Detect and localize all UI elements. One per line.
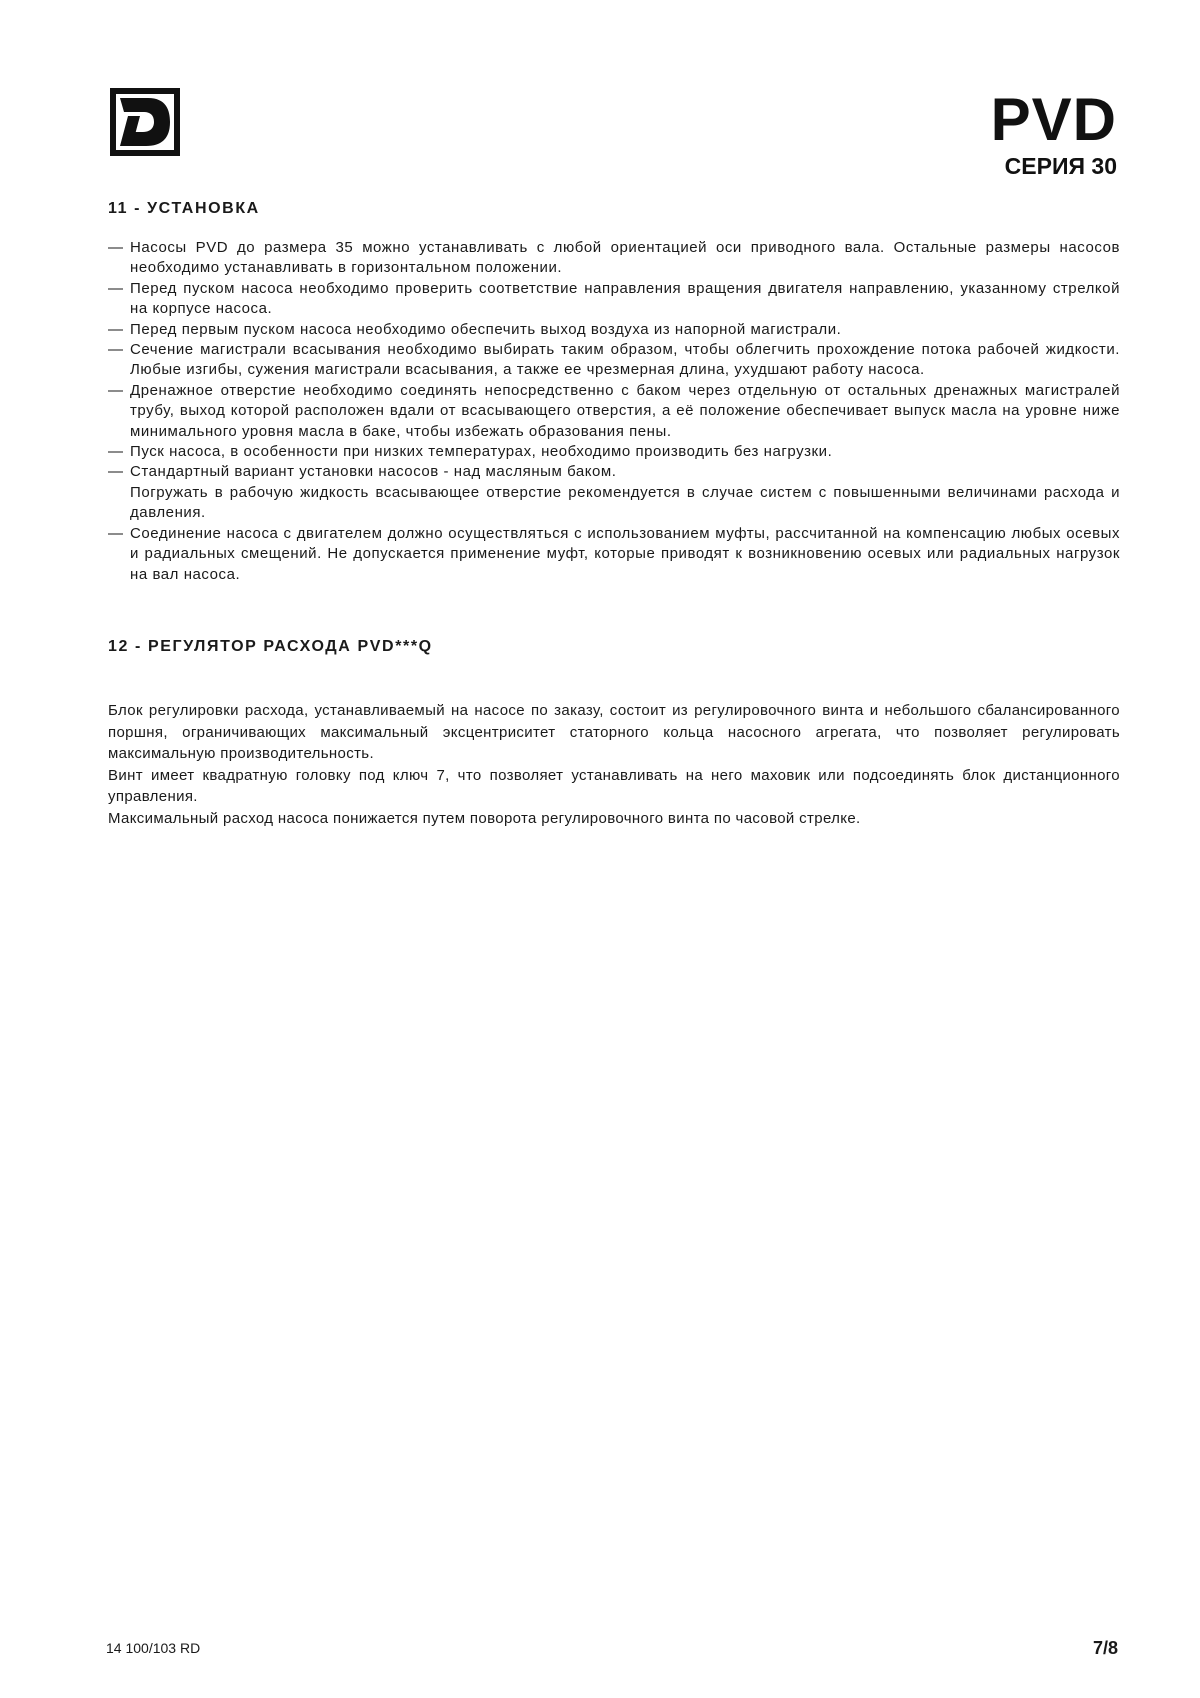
section-heading: 12 - РЕГУЛЯТОР РАСХОДА PVD***Q bbox=[108, 638, 433, 655]
document-code: 14 100/103 RD bbox=[106, 1640, 201, 1656]
list-item: — Перед первым пуском насоса необходимо обеспечить выход воздуха из напорной магистрали. bbox=[108, 320, 842, 338]
page-number: 7/8 bbox=[1092, 1638, 1118, 1658]
series-name: СЕРИЯ 30 bbox=[1004, 153, 1117, 179]
paragraph: Максимальный расход насоса понижается путем поворота регулировочного винта по часовой стрелке. bbox=[108, 809, 861, 827]
d-logo-icon bbox=[110, 88, 180, 156]
section-flow-regulator bbox=[108, 638, 1120, 829]
list-item: — Соединение насоса с двигателем должно осуществляться с использованием муфты, рассчитанной на компенсацию любых осевых и радиальных смещений. Не допускается применение муфт, которые приводят к возникновению осевых или радиальных нагрузок на вал насоса. bbox=[108, 524, 1120, 583]
paragraph: Блок регулировки расхода, устанавливаемый на насосе по заказу, состоит из регулировочного винта и небольшого сбалансированного поршня, ограничивающих максимальный эксцентриситет статорного кольца насосного агрегата, что позволяет регулировать максимальную производительность. bbox=[108, 702, 1120, 762]
installation-list bbox=[108, 238, 1120, 585]
list-item: — Насосы PVD до размера 35 можно устанавливать с любой ориентацией оси приводного вала. Остальные размеры насосов необходимо устанавливать в горизонтальном положении. bbox=[108, 239, 1120, 277]
section-installation bbox=[108, 200, 1120, 585]
list-item: — Перед пуском насоса необходимо проверить соответствие направления вращения двигателя направлению, указанному стрелкой на корпусе насоса. bbox=[108, 279, 1120, 318]
product-name: PVD bbox=[990, 86, 1117, 153]
paragraph: Винт имеет квадратную головку под ключ 7, что позволяет устанавливать на него маховик или подсоединять блок дистанционного управления. bbox=[108, 766, 1120, 805]
brand-block bbox=[990, 86, 1117, 180]
list-item: — Стандартный вариант установки насосов - над масляным баком. Погружать в рабочую жидкость всасывающее отверстие рекомендуется в случае систем с повышенными величинами расхода и давления. bbox=[108, 462, 1120, 523]
paragraph-block bbox=[108, 700, 1120, 829]
list-item-continuation: Погружать в рабочую жидкость всасывающее отверстие рекомендуется в случае систем с повышенными величинами расхода и давления. bbox=[130, 483, 1120, 522]
list-item: — Пуск насоса, в особенности при низких температурах, необходимо производить без нагрузки. bbox=[108, 443, 833, 461]
list-item: — Дренажное отверстие необходимо соединять непосредственно с баком через отдельную от остальных дренажных магистралей трубу, выход которой расположен вдали от всасывающего отверстия, а её положение обеспечивает выпуск масла на уровне ниже минимального уровня масла в баке, чтобы избежать образования пены. bbox=[108, 381, 1120, 440]
section-heading: 11 - УСТАНОВКА bbox=[108, 200, 260, 217]
list-item: — Сечение магистрали всасывания необходимо выбирать таким образом, чтобы облегчить прохождение потока рабочей жидкости. Любые изгибы, сужения магистрали всасывания, а также ее чрезмерная длина, ухудшают работу насоса. bbox=[108, 341, 1120, 379]
